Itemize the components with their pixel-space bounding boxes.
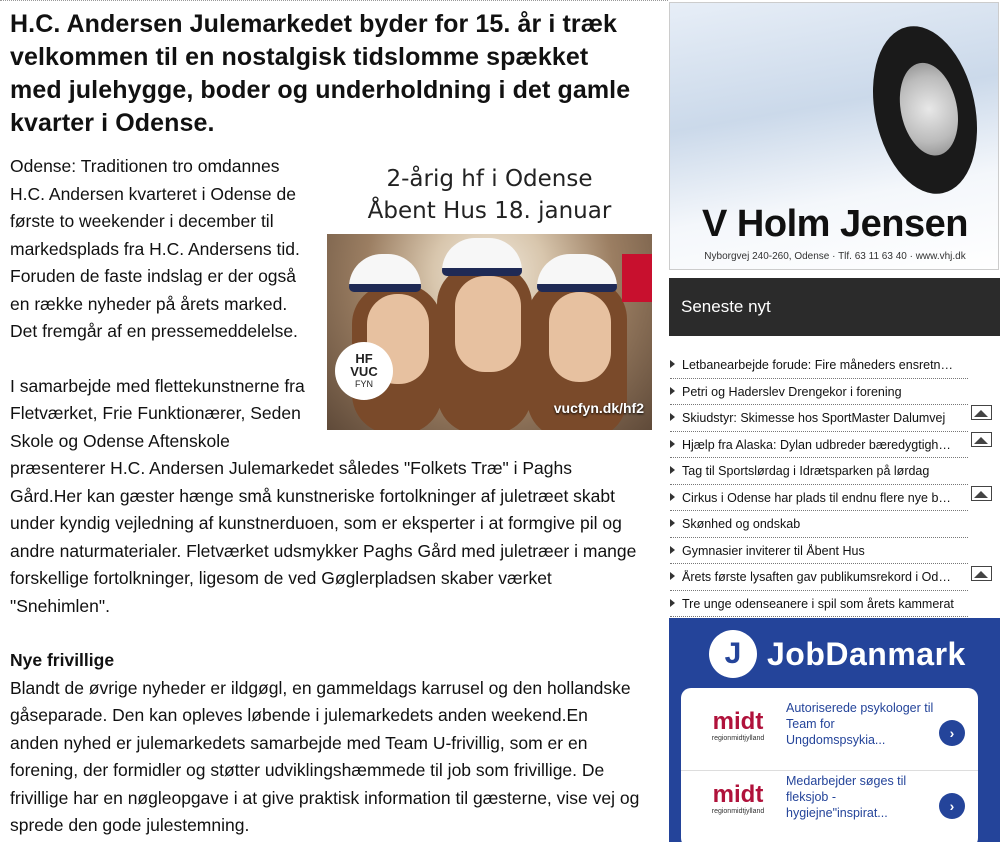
news-item[interactable] (670, 538, 968, 565)
bullet-arrow-icon (670, 546, 675, 554)
job-card (681, 688, 978, 842)
news-item[interactable] (670, 352, 968, 379)
badge-line1: HF (355, 351, 373, 366)
top-divider (0, 0, 668, 1)
tire-rim (892, 57, 966, 161)
bullet-arrow-icon (670, 413, 675, 421)
news-item-title[interactable]: Årets første lysaften gav publikumsrekord i Od… (682, 570, 951, 584)
jobdanmark-title: JobDanmark (767, 636, 966, 672)
news-item-title[interactable]: Skønhed og ondskab (682, 517, 801, 531)
news-item[interactable] (670, 591, 968, 618)
photo-cap-center (442, 238, 522, 276)
article-headline: H.C. Andersen Julemarkedet byder for 15. år i træk velkommen til en nostalgisk tidslomme spækket med julehygge, boder og underholdning i det gamle kvarter i Odense. (10, 10, 631, 137)
bullet-arrow-icon (670, 519, 675, 527)
badge-line2: VUC (350, 364, 378, 379)
photo-cap-left (349, 254, 421, 292)
hf-ad-banner[interactable] (327, 158, 652, 438)
ad-url: vucfyn.dk/hf2 (553, 399, 644, 416)
jobdanmark-ad[interactable] (669, 618, 1000, 842)
chevron-right-icon[interactable]: › (939, 720, 965, 746)
news-item-title[interactable]: Letbanearbejde forude: Fire måneders ensretn… (682, 358, 953, 372)
image-icon (971, 432, 992, 447)
paragraph-gap (10, 620, 640, 647)
midt-logo-text: midt (712, 781, 764, 808)
hf-vuc-logo (335, 342, 393, 400)
image-icon (971, 566, 992, 581)
news-item-title[interactable]: Cirkus i Odense har plads til endnu flere nye b… (682, 490, 951, 505)
midt-logo-sub: regionmidtjylland (711, 808, 765, 815)
sidebar (668, 0, 1000, 842)
news-item-title[interactable]: Hjælp fra Alaska: Dylan udbreder bæredygtigh… (682, 437, 951, 452)
article (10, 8, 644, 840)
bullet-arrow-icon (670, 440, 675, 448)
news-item-title[interactable]: Tre unge odenseanere i spil som årets kammerat (682, 596, 954, 611)
news-header: Seneste nyt (669, 278, 1000, 336)
job-listing[interactable] (681, 770, 978, 841)
news-item[interactable] (670, 379, 968, 406)
badge-line3: FYN (355, 379, 373, 389)
midt-logo-sub: regionmidtjylland (711, 735, 765, 742)
news-item-title[interactable]: Gymnasier inviterer til Åbent Hus (682, 543, 865, 558)
photo-face-right (549, 292, 611, 382)
image-icon (971, 486, 992, 501)
bullet-arrow-icon (670, 387, 675, 395)
photo-face-center (455, 276, 521, 372)
news-item[interactable] (670, 458, 968, 485)
job-listing-title[interactable]: Medarbejder søges til fleksjob - hygiejne"inspirat... (786, 774, 907, 820)
article-paragraph-2: I samarbejde med flettekunstnerne fra Fletværket, Frie Funktionærer, Seden Skole og Odense Aftenskole præsenterer H.C. Andersen Julemarkedet således "Folkets Træ" i Paghs Gård.Her kan gæster hænge små kunstneriske fortolkninger af juletræet skabt under kyndig vejledning af kunstnerduoen, som er eksperter i at formgive pil og andre naturmaterialer. Fletværket udsmykker Paghs Gård med juletræer i mange forskellige fortolkninger, ligesom de ved Gøglerpladsen skaber værket "Snehimlen". (10, 375, 637, 616)
news-item[interactable] (670, 564, 968, 591)
news-item-title[interactable]: Tag til Sportslørdag i Idrætsparken på lørdag (682, 464, 930, 478)
bullet-arrow-icon (670, 360, 675, 368)
bullet-arrow-icon (670, 572, 675, 580)
midt-logo-text: midt (712, 708, 764, 735)
job-listing-title[interactable]: Autoriserede psykologer til Team for Ungdomspsykia... (786, 701, 934, 747)
tire-ad-brand: V Holm Jensen (702, 203, 968, 245)
bullet-arrow-icon (670, 599, 675, 607)
ad-title-line2: Åbent Hus 18. januar (367, 198, 612, 224)
news-item[interactable] (670, 485, 968, 512)
chevron-right-icon[interactable]: › (939, 793, 965, 819)
article-paragraph-3: Blandt de øvrige nyheder er ildgøgl, en gammeldags karrusel og den hollandske gåseparade. Den kan opleves løbende i julemarkedets anden weekend.En anden nyhed er julemarkedets samarbejde med Team U-frivillig, som er en forening, der formidler og støtter udviklingshæmmede til job som frivillige. De frivillige har en nøgleopgave i at give praktisk information til gæsterne, vise vej og sprede den gode julestemning. (10, 677, 640, 835)
ad-photo (327, 234, 652, 430)
tire-ad-address: Nyborgvej 240-260, Odense · Tlf. 63 11 63 40 · www.vhj.dk (704, 251, 966, 262)
news-item-title[interactable]: Petri og Haderslev Drengekor i forening (682, 384, 902, 399)
news-item[interactable] (670, 405, 968, 432)
bullet-arrow-icon (670, 466, 675, 474)
news-item-title[interactable]: Skiudstyr: Skimesse hos SportMaster Dalumvej (682, 411, 946, 425)
bullet-arrow-icon (670, 493, 675, 501)
job-listing[interactable] (681, 698, 978, 768)
article-body (10, 153, 644, 840)
photo-cap-right (537, 254, 617, 292)
news-item[interactable] (670, 511, 968, 538)
tire-ad-banner[interactable] (669, 2, 999, 270)
image-icon (971, 405, 992, 420)
article-subheading: Nye frivillige (10, 650, 115, 670)
news-item[interactable] (670, 432, 968, 459)
jobdanmark-logo-icon: J (709, 630, 757, 678)
article-paragraph-1: Odense: Traditionen tro omdannes H.C. Andersen kvarteret i Odense de første to weekender i december til markedsplads fra H.C. Andersens tid. Foruden de faste indslag er der også en række nyheder på årets marked. Det fremgår af en pressemeddelelse. (10, 156, 300, 341)
midt-logo (703, 783, 773, 816)
danish-flag (622, 254, 652, 302)
midt-logo (703, 710, 773, 743)
ad-title-line1: 2-årig hf i Odense (386, 166, 593, 192)
tire-image (858, 16, 991, 203)
news-list (670, 352, 968, 617)
